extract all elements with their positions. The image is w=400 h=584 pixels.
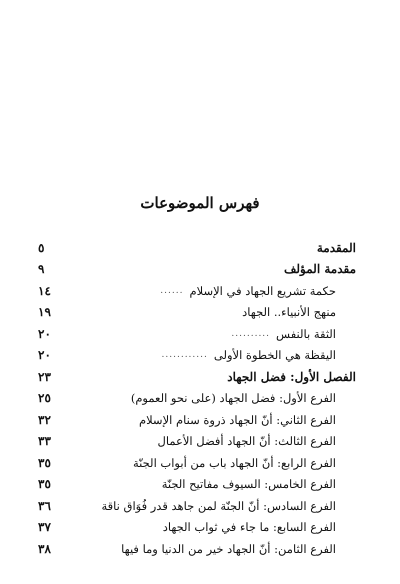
toc-entry bbox=[38, 409, 356, 431]
toc-entry bbox=[38, 452, 356, 474]
toc-page-number: ١٤ bbox=[38, 283, 51, 298]
toc-entry-label: الفرع الثامن: أنّ الجهاد خير من الدنيا وما فيها bbox=[121, 541, 336, 556]
toc-list bbox=[38, 237, 356, 560]
toc-page-number: ٣٢ bbox=[38, 412, 51, 427]
toc-entry bbox=[38, 366, 356, 388]
toc-page-number: ١٩ bbox=[38, 305, 51, 320]
toc-entry bbox=[38, 474, 356, 496]
toc-entry-label: الفرع السادس: أنّ الجنّة لمن جاهد قدر فُوَاق ناقة bbox=[101, 498, 336, 513]
toc-page-number: ٣٥ bbox=[38, 455, 51, 470]
toc-entry-label: مقدمة المؤلف bbox=[283, 262, 356, 277]
toc-leader-dots: ............ bbox=[161, 350, 208, 361]
toc-page-number: ٢٣ bbox=[38, 369, 51, 384]
toc-page-number: ٥ bbox=[38, 240, 45, 255]
toc-entry bbox=[38, 538, 356, 560]
toc-entry-label: الثقة بالنفس bbox=[276, 326, 336, 341]
toc-entry bbox=[38, 280, 356, 302]
toc-page-number: ٣٣ bbox=[38, 434, 51, 449]
toc-entry-label: المقدمة bbox=[316, 240, 356, 255]
toc-entry bbox=[38, 517, 356, 539]
toc-leader-dots: ...... bbox=[160, 285, 184, 296]
toc-page-number: ٢٠ bbox=[38, 348, 51, 363]
toc-page-number: ٣٨ bbox=[38, 541, 51, 556]
toc-entry-label: اليقظة هي الخطوة الأولى bbox=[213, 348, 336, 363]
toc-page-number: ٣٥ bbox=[38, 477, 51, 492]
toc-entry-label: الفرع الأول: فضل الجهاد (على نحو العموم) bbox=[130, 391, 336, 406]
toc-page-number: ٢٠ bbox=[38, 326, 51, 341]
toc-page-number: ٢٥ bbox=[38, 391, 51, 406]
toc-entry-label: الفرع الثاني: أنّ الجهاد ذروة سنام الإسلام bbox=[138, 412, 336, 427]
toc-entry-label: منهج الأنبياء.. الجهاد bbox=[242, 305, 336, 320]
toc-entry bbox=[38, 302, 356, 324]
toc-entry bbox=[38, 237, 356, 259]
toc-entry bbox=[38, 431, 356, 453]
toc-entry-label: الفرع السابع: ما جاء في ثواب الجهاد bbox=[162, 520, 336, 535]
toc-entry bbox=[38, 345, 356, 367]
toc-entry bbox=[38, 323, 356, 345]
toc-entry bbox=[38, 388, 356, 410]
toc-leader-dots: .......... bbox=[231, 328, 271, 339]
toc-title: فهرس الموضوعات bbox=[140, 194, 260, 212]
toc-entry bbox=[38, 259, 356, 281]
toc-entry-label: حكمة تشريع الجهاد في الإسلام bbox=[189, 283, 336, 298]
toc-entry-label: الفرع الخامس: السيوف مفاتيح الجنّة bbox=[161, 477, 336, 492]
toc-entry-label: الفرع الثالث: أنّ الجهاد أفضل الأعمال bbox=[157, 434, 336, 449]
toc-page-number: ٣٧ bbox=[38, 520, 51, 535]
toc-page-number: ٣٦ bbox=[38, 498, 51, 513]
toc-page-number: ٩ bbox=[38, 262, 45, 277]
toc-entry-label: الفصل الأول: فضل الجهاد bbox=[227, 369, 356, 384]
toc-entry bbox=[38, 495, 356, 517]
toc-entry-label: الفرع الرابع: أنّ الجهاد باب من أبواب الجنّة bbox=[133, 455, 336, 470]
